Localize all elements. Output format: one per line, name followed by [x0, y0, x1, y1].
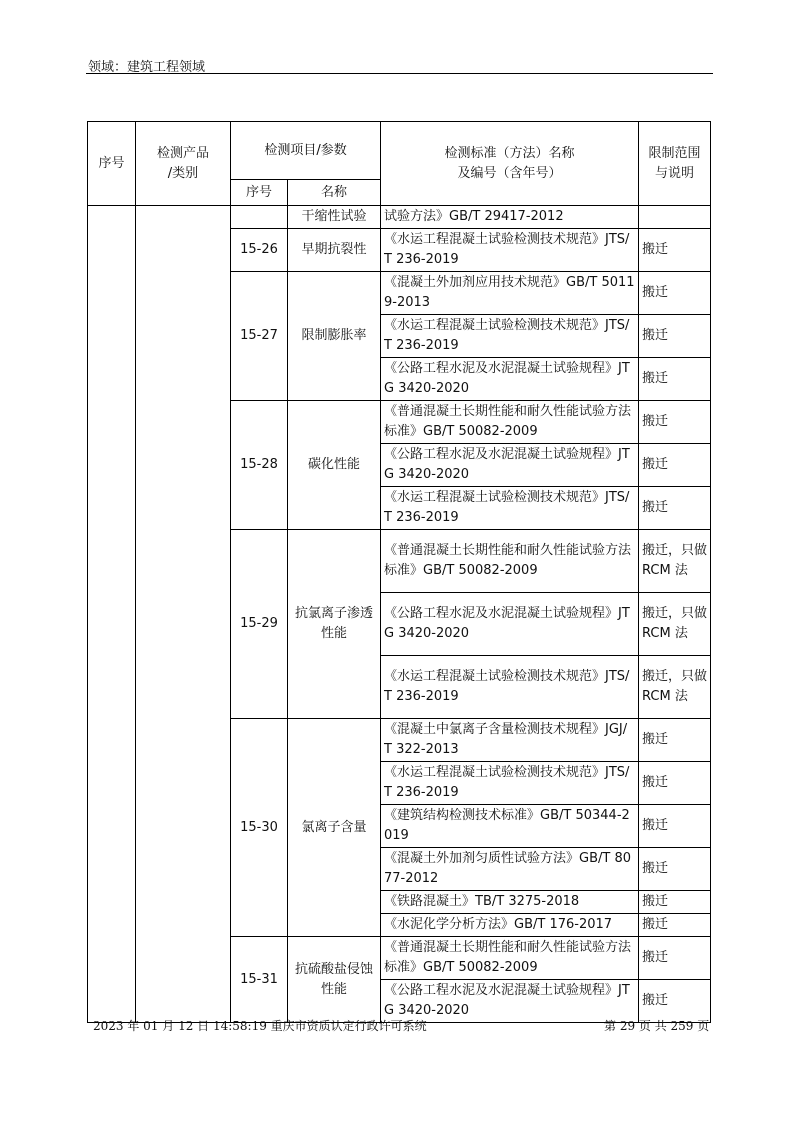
limit-cell — [639, 206, 711, 229]
standard-cell: 《公路工程水泥及水泥混凝土试验规程》JTG 3420-2020 — [381, 593, 639, 656]
col-item-name-header: 名称 — [288, 180, 381, 206]
standard-cell: 《混凝土外加剂匀质性试验方法》GB/T 8077-2012 — [381, 848, 639, 891]
col-category-line2: /类别 — [167, 165, 199, 181]
standard-cell: 《水运工程混凝土试验检测技术规范》JTS/T 236-2019 — [381, 229, 639, 272]
limit-cell: 搬迁 — [639, 487, 711, 530]
item-no-cell: 15-26 — [231, 229, 288, 272]
standard-cell: 《建筑结构检测技术标准》GB/T 50344-2019 — [381, 805, 639, 848]
limit-cell: 搬迁 — [639, 914, 711, 937]
col-item-header: 检测项目/参数 — [231, 122, 381, 180]
col-limit-header — [639, 122, 711, 206]
item-no-cell — [231, 206, 288, 229]
col-standard-header — [381, 122, 639, 206]
col-item-no-header: 序号 — [231, 180, 288, 206]
page-header: 领域：建筑工程领域 — [88, 60, 206, 75]
col-no-header: 序号 — [88, 122, 136, 206]
standard-cell: 《普通混凝土长期性能和耐久性能试验方法标准》GB/T 50082-2009 — [381, 530, 639, 593]
standard-cell: 《水运工程混凝土试验检测技术规范》JTS/T 236-2019 — [381, 487, 639, 530]
limit-cell: 搬迁 — [639, 980, 711, 1023]
limit-cell: 搬迁 — [639, 805, 711, 848]
item-no-cell: 15-30 — [231, 719, 288, 937]
standard-cell: 《铁路混凝土》TB/T 3275-2018 — [381, 891, 639, 914]
standard-cell: 《公路工程水泥及水泥混凝土试验规程》JTG 3420-2020 — [381, 980, 639, 1023]
header-rule — [86, 73, 713, 74]
item-no-cell: 15-29 — [231, 530, 288, 719]
item-no-cell: 15-31 — [231, 937, 288, 1023]
col-limit-line1: 限制范围 — [648, 145, 701, 161]
standard-cell: 《公路工程水泥及水泥混凝土试验规程》JTG 3420-2020 — [381, 358, 639, 401]
col-category-header — [136, 122, 231, 206]
col-standard-line2: 及编号（含年号） — [457, 165, 562, 181]
item-name-cell: 早期抗裂性 — [288, 229, 381, 272]
col-standard-line1: 检测标准（方法）名称 — [444, 145, 575, 161]
item-name-cell: 限制膨胀率 — [288, 272, 381, 401]
limit-cell: 搬迁，只做 RCM 法 — [639, 530, 711, 593]
limit-cell: 搬迁 — [639, 401, 711, 444]
item-name-cell: 干缩性试验 — [288, 206, 381, 229]
standard-cell: 《水运工程混凝土试验检测技术规范》JTS/T 236-2019 — [381, 656, 639, 719]
no-cell-empty — [88, 206, 136, 1023]
col-limit-line2: 与说明 — [655, 165, 695, 181]
item-name-cell: 氯离子含量 — [288, 719, 381, 937]
standard-cell: 《水运工程混凝土试验检测技术规范》JTS/T 236-2019 — [381, 762, 639, 805]
standard-cell: 《普通混凝土长期性能和耐久性能试验方法标准》GB/T 50082-2009 — [381, 401, 639, 444]
limit-cell: 搬迁 — [639, 272, 711, 315]
item-name-cell: 抗硫酸盐侵蚀性能 — [288, 937, 381, 1023]
standard-cell: 《普通混凝土长期性能和耐久性能试验方法标准》GB/T 50082-2009 — [381, 937, 639, 980]
category-cell-empty — [136, 206, 231, 1023]
standard-cell: 《混凝土外加剂应用技术规范》GB/T 50119-2013 — [381, 272, 639, 315]
item-no-cell: 15-27 — [231, 272, 288, 401]
inspection-table — [87, 121, 711, 1023]
standard-cell: 《公路工程水泥及水泥混凝土试验规程》JTG 3420-2020 — [381, 444, 639, 487]
standard-cell: 《水运工程混凝土试验检测技术规范》JTS/T 236-2019 — [381, 315, 639, 358]
standard-cell: 试验方法》GB/T 29417-2012 — [381, 206, 639, 229]
limit-cell: 搬迁 — [639, 762, 711, 805]
limit-cell: 搬迁 — [639, 719, 711, 762]
standard-cell: 《混凝土中氯离子含量检测技术规程》JGJ/T 322-2013 — [381, 719, 639, 762]
limit-cell: 搬迁 — [639, 315, 711, 358]
limit-cell: 搬迁 — [639, 358, 711, 401]
limit-cell: 搬迁 — [639, 891, 711, 914]
limit-cell: 搬迁，只做 RCM 法 — [639, 656, 711, 719]
footer-page-number: 第 29 页 共 259 页 — [604, 1019, 710, 1033]
limit-cell: 搬迁 — [639, 444, 711, 487]
item-name-cell: 碳化性能 — [288, 401, 381, 530]
standard-cell: 《水泥化学分析方法》GB/T 176-2017 — [381, 914, 639, 937]
item-no-cell: 15-28 — [231, 401, 288, 530]
limit-cell: 搬迁 — [639, 848, 711, 891]
item-name-cell: 抗氯离子渗透性能 — [288, 530, 381, 719]
limit-cell: 搬迁 — [639, 229, 711, 272]
limit-cell: 搬迁 — [639, 937, 711, 980]
col-category-line1: 检测产品 — [156, 145, 209, 161]
limit-cell: 搬迁，只做 RCM 法 — [639, 593, 711, 656]
footer-timestamp: 2023 年 01 月 12 日 14:58:19 重庆市资质认定行政许可系统 — [93, 1019, 427, 1033]
